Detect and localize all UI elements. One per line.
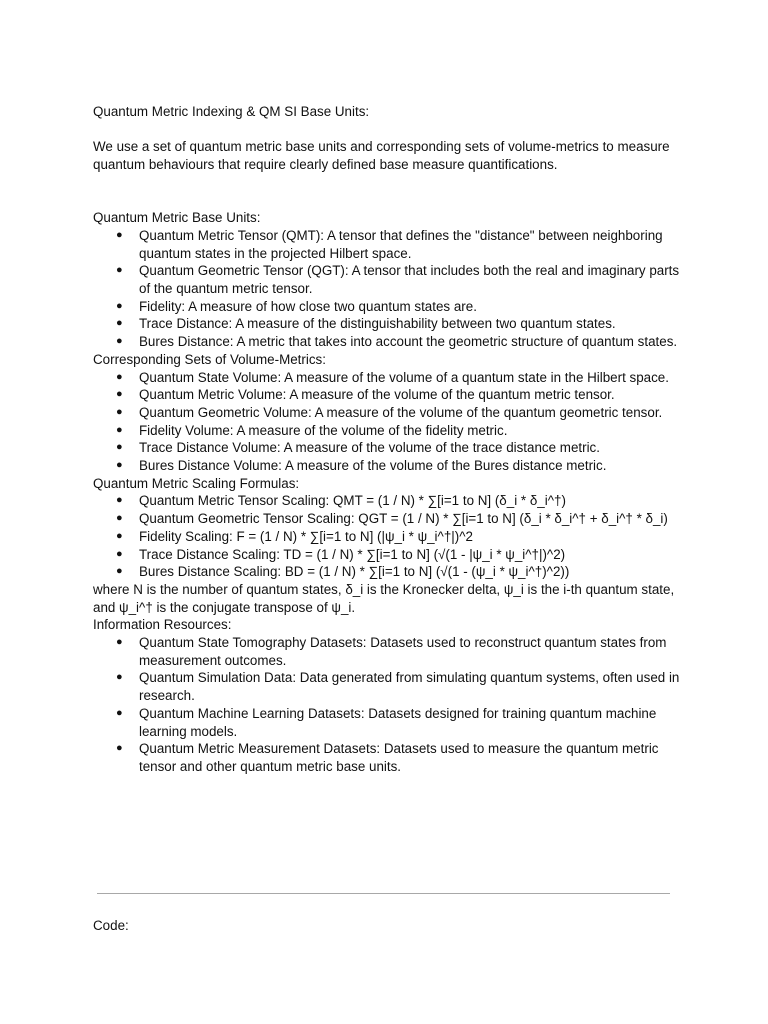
- bullet-icon: ●: [116, 388, 123, 401]
- bullet-icon: ●: [116, 441, 123, 454]
- section-heading-base-units: Quantum Metric Base Units:: [93, 210, 261, 226]
- section-heading-information-resources: Information Resources:: [93, 617, 232, 633]
- section-heading-volume-metrics: Corresponding Sets of Volume-Metrics:: [93, 351, 326, 367]
- list-item: ● Quantum Simulation Data: Data generated from simulating quantum systems, often used in research.: [116, 670, 680, 704]
- bullet-icon: ●: [116, 405, 123, 418]
- bullet-icon: ●: [116, 512, 123, 525]
- bullet-icon: ●: [116, 299, 123, 312]
- list-item: ● Quantum Metric Volume: A measure of the volume of the quantum metric tensor.: [116, 387, 615, 403]
- document-body: [93, 103, 683, 776]
- list-item: ● Trace Distance Volume: A measure of the volume of the trace distance metric.: [116, 440, 600, 456]
- list-item: ● Quantum Metric Tensor Scaling: QMT = (1 / N) * ∑[i=1 to N] (δ_i * δ_i^†): [116, 493, 566, 509]
- bullet-icon: ●: [116, 494, 123, 507]
- bullet-icon: ●: [116, 228, 123, 241]
- base-units-list: [93, 227, 683, 351]
- bullet-icon: ●: [116, 671, 123, 684]
- list-item: ● Bures Distance: A metric that takes into account the geometric structure of quantum states.: [116, 334, 678, 350]
- bullet-icon: ●: [116, 335, 123, 348]
- list-item: ● Quantum Geometric Volume: A measure of the volume of the quantum geometric tensor.: [116, 404, 663, 420]
- list-item: ● Quantum Metric Tensor (QMT): A tensor that defines the "distance" between neighboring quantum states in the projected Hilbert space.: [116, 227, 663, 261]
- bullet-icon: ●: [116, 459, 123, 472]
- bullet-icon: ●: [116, 636, 123, 649]
- list-item: ● Quantum State Volume: A measure of the volume of a quantum state in the Hilbert space.: [116, 369, 669, 385]
- list-item: ● Quantum Geometric Tensor Scaling: QGT = (1 / N) * ∑[i=1 to N] (δ_i * δ_i^† + δ_i^† * δ_i): [116, 511, 668, 527]
- bullet-icon: ●: [116, 423, 123, 436]
- list-item: ● Bures Distance Volume: A measure of the volume of the Bures distance metric.: [116, 458, 607, 474]
- code-label: Code:: [93, 918, 129, 933]
- list-item: ● Fidelity Volume: A measure of the volume of the fidelity metric.: [116, 422, 508, 438]
- bullet-icon: ●: [116, 742, 123, 755]
- list-item: ● Fidelity: A measure of how close two quantum states are.: [116, 298, 477, 314]
- list-item: ● Trace Distance Scaling: TD = (1 / N) * ∑[i=1 to N] (√(1 - |ψ_i * ψ_i^†|)^2): [116, 546, 566, 562]
- volume-metrics-list: [93, 369, 683, 475]
- list-item: ● Quantum State Tomography Datasets: Datasets used to reconstruct quantum states from measurement outcomes.: [116, 635, 667, 668]
- bullet-icon: ●: [116, 264, 123, 277]
- intro-paragraph: We use a set of quantum metric base units and corresponding sets of volume-metrics to measure quantum behaviours that require clearly defined base measure quantifications.: [93, 139, 670, 173]
- formula-note: where N is the number of quantum states, δ_i is the Kronecker delta, ψ_i is the i-th quantum state, and ψ_i^† is the conjugate transpose of ψ_i.: [93, 581, 675, 615]
- information-resources-list: [93, 634, 683, 776]
- bullet-icon: ●: [116, 317, 123, 330]
- bullet-icon: ●: [116, 370, 123, 383]
- list-item: ● Quantum Machine Learning Datasets: Datasets designed for training quantum machine learning models.: [116, 705, 657, 739]
- list-item: ● Bures Distance Scaling: BD = (1 / N) * ∑[i=1 to N] (√(1 - (ψ_i * ψ_i^†)^2)): [116, 564, 570, 580]
- bullet-icon: ●: [116, 529, 123, 542]
- bullet-icon: ●: [116, 565, 123, 578]
- bullet-icon: ●: [116, 706, 123, 719]
- list-item: ● Quantum Metric Measurement Datasets: Datasets used to measure the quantum metric tensor and other quantum metric base units.: [116, 741, 659, 774]
- scaling-formulas-list: [93, 492, 683, 581]
- list-item: ● Quantum Geometric Tensor (QGT): A tensor that includes both the real and imaginary parts of the quantum metric tensor.: [116, 263, 680, 296]
- list-item: ● Fidelity Scaling: F = (1 / N) * ∑[i=1 to N] (|ψ_i * ψ_i^†|)^2: [116, 528, 473, 544]
- bullet-icon: ●: [116, 547, 123, 560]
- document-title: Quantum Metric Indexing & QM SI Base Units:: [93, 104, 370, 119]
- list-item: ● Trace Distance: A measure of the distinguishability between two quantum states.: [116, 316, 616, 332]
- section-heading-scaling-formulas: Quantum Metric Scaling Formulas:: [93, 475, 300, 491]
- horizontal-divider: [97, 893, 670, 894]
